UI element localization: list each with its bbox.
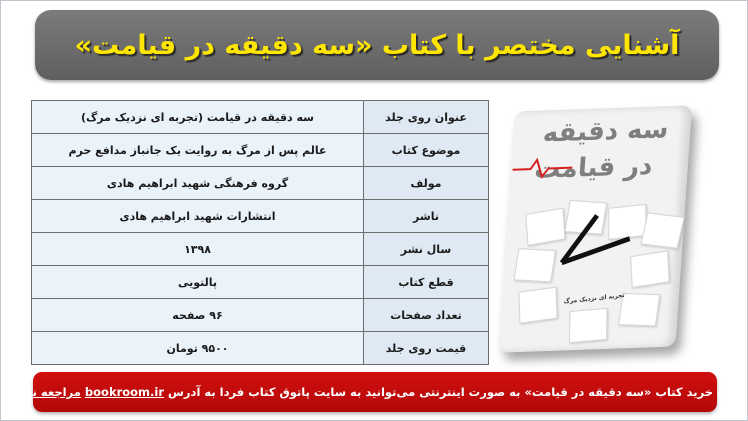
- paper-note: [608, 204, 646, 240]
- table-row: [32, 266, 489, 299]
- row-label: تعداد صفحات: [364, 299, 489, 332]
- table-row: [32, 299, 489, 332]
- footer-text: [5, 385, 745, 399]
- row-value: سه دقیقه در قیامت (تجربه ای نزدیک مرگ): [32, 101, 364, 134]
- row-label: سال نشر: [364, 233, 489, 266]
- table-row: [32, 101, 489, 134]
- row-label: موضوع کتاب: [364, 134, 489, 167]
- paper-note: [630, 250, 670, 288]
- book-cover-image: [480, 95, 730, 365]
- cover-title-line-2: در قیامت: [533, 150, 654, 186]
- heartbeat-line-icon: [512, 156, 574, 182]
- paper-note: [514, 248, 557, 282]
- paper-note: [525, 208, 565, 246]
- paper-note: [640, 212, 684, 249]
- table-row: [32, 167, 489, 200]
- paper-note: [569, 308, 608, 343]
- row-value: انتشارات شهید ابراهیم هادی: [32, 200, 364, 233]
- footer-text-after: مراجعه نمایید: [4, 385, 81, 399]
- row-value: پالتویی: [32, 266, 364, 299]
- row-label: ناشر: [364, 200, 489, 233]
- table-row: [32, 332, 489, 365]
- footer-text-before: جهت خرید کتاب «سه دقیقه در قیامت» به صورت اینترنتی می‌توانید به سایت پاتوق کتاب فردا به آدرس: [168, 385, 746, 399]
- table-row: [32, 200, 489, 233]
- title-banner: [35, 10, 719, 80]
- table-row: [32, 233, 489, 266]
- row-value: ۹۶ صفحه: [32, 299, 364, 332]
- row-value: عالم پس از مرگ به روایت یک جانباز مدافع حرم: [32, 134, 364, 167]
- row-label: قطع کتاب: [364, 266, 489, 299]
- row-label: عنوان روی جلد: [364, 101, 489, 134]
- row-value: ۱۳۹۸: [32, 233, 364, 266]
- cover-title-line-1: سه دقیقه: [541, 114, 670, 149]
- page-title: آشنایی مختصر با کتاب «سه دقیقه در قیامت»: [74, 29, 680, 61]
- cover-subtitle: تجربه ای نزدیک مرگ: [563, 291, 625, 306]
- row-label: مولف: [364, 167, 489, 200]
- book-cover: [498, 105, 692, 352]
- row-label: قیمت روی جلد: [364, 332, 489, 365]
- row-value: ۹۵۰۰ تومان: [32, 332, 364, 365]
- table-row: [32, 134, 489, 167]
- bookroom-link[interactable]: bookroom.ir: [84, 385, 165, 399]
- footer-banner: [4, 372, 746, 412]
- row-value: گروه فرهنگی شهید ابراهیم هادی: [32, 167, 364, 200]
- book-info-table: [31, 100, 489, 365]
